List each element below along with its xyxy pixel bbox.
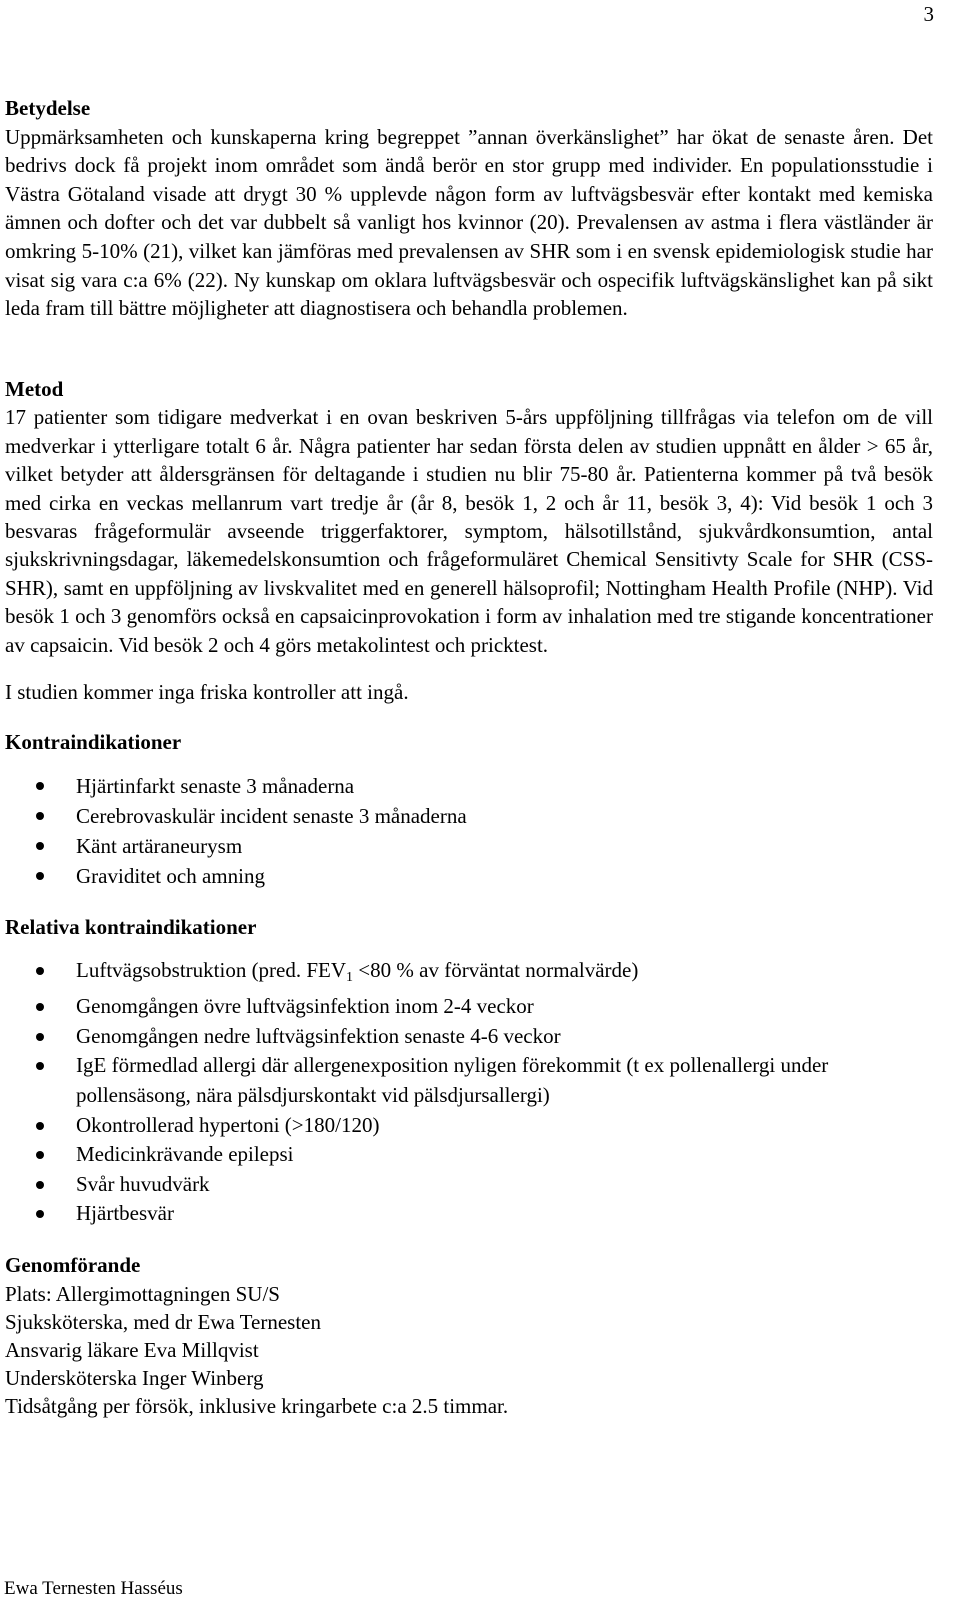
bullet-icon [36,1062,44,1070]
section-metod [5,375,933,707]
section-title-kontraindikationer: Kontraindikationer [5,730,182,755]
section-title-metod: Metod [5,376,64,401]
list-item: Okontrollerad hypertoni (>180/120) [5,1111,933,1141]
genomforande-line: Undersköterska Inger Winberg [5,1366,264,1391]
list-item: Känt artäraneurysm [5,831,933,861]
list-item: Luftvägsobstruktion (pred. $FEV_1 <80$ % av förväntat normalvärde) [5,956,933,993]
list-item: IgE förmedlad allergi där allergenexposition nyligen förekommit (t ex pollenallergi under pollensäsong, nära pälsdjurskontakt vid pälsdjursallergi) [5,1051,933,1110]
section-kontraindikationer [5,728,933,891]
list-item: Hjärtinfarkt senaste 3 månaderna [5,771,933,801]
list-item: Graviditet och amning [5,861,933,891]
bullet-icon [36,1033,44,1041]
list-item: Hjärtbesvär [5,1199,933,1229]
bullet-icon [36,1210,44,1218]
paragraph-metod: 17 patienter som tidigare medverkat i en ovan beskriven 5-års uppföljning tillfrågas via telefon om de vill medverkar i ytterligare totalt 6 år. Några patienter har sedan första delen av studien uppnått en ålder > 65 år, vilket betyder att åldersgränsen för deltagande i studien nu blir 75-80 år. Patienterna kommer på två besök med cirka en veckas mellanrum vart tredje år (år 8, besök 1, 2 och år 11, besök 3, 4): Vid besök 1 och 3 besvaras frågeformulär avseende triggerfaktorer, symptom, hälsotillstånd, sjukvårdkonsumtion, antal sjukskrivningsdagar, läkemedelskonsumtion och frågeformuläret Chemical Sensitivty Scale for SHR (CSS-SHR), samt en uppföljning av livskvalitet med en generell hälsoprofil; Nottingham Health Profile (NHP). Vid besök 1 och 3 genomförs också en capsaicinprovokation i form av inhalation med tre stigande koncentrationer av capsaicin. Vid besök 2 och 4 görs metakolintest och pricktest. [5,405,933,657]
list-kontraindikationer [5,771,933,891]
page-footer-author: Ewa Ternesten Hasséus [4,1578,183,1599]
genomforande-line: Ansvarig läkare Eva Millqvist [5,1337,259,1362]
section-relativa-kontraindikationer [5,913,933,1229]
section-genomforande [5,1251,933,1421]
list-item: Svår huvudvärk [5,1170,933,1200]
bullet-icon [36,1151,44,1159]
genomforande-line: Sjuksköterska, med dr Ewa Ternesten [5,1309,321,1334]
bullet-icon [36,872,44,880]
list-item: Cerebrovaskulär incident senaste 3 månaderna [5,801,933,831]
bullet-icon [36,1003,44,1011]
paragraph-metod-note: I studien kommer inga friska kontroller att ingå. [5,680,409,704]
section-title-relativa: Relativa kontraindikationer [5,915,257,939]
paragraph-betydelse: Uppmärksamheten och kunskaperna kring begreppet ”annan överkänslighet” har ökat de senaste åren. Det bedrivs dock få projekt inom området som ändå berör en stor grupp med individer. En populationsstudie i Västra Götaland visade att drygt 30 % upplevde någon form av luftvägsbesvär efter kontakt med kemiska ämnen och dofter och det var dubbelt så vanligt hos kvinnor (20). Prevalensen av astma i flera västländer är omkring 5-10% (21), vilket kan jämföras med prevalensen av SHR som i en svensk epidemiologisk studie har visat sig vara c:a 6% (22). Ny kunskap om oklara luftvägsbesvär och ospecifik luftvägskänslighet kan på sikt leda fram till bättre möjligheter att diagnostisera och behandla problemen. [5,124,933,321]
bullet-icon [36,1122,44,1130]
section-title-betydelse: Betydelse [5,96,91,120]
bullet-icon [36,842,44,850]
bullet-icon [36,782,44,790]
document-body [5,94,933,1421]
list-item: Genomgången nedre luftvägsinfektion senaste 4-6 veckor [5,1022,933,1052]
page-number: 3 [923,2,934,26]
genomforande-line: Tidsåtgång per försök, inklusive kringarbete c:a 2.5 timmar. [5,1394,509,1419]
bullet-icon [36,967,44,975]
section-betydelse [5,94,933,323]
list-relativa-kontraindikationer [5,956,933,1229]
bullet-icon [36,812,44,820]
list-item: Medicinkrävande epilepsi [5,1140,933,1170]
bullet-icon [36,1181,44,1189]
section-title-genomforande: Genomförande [5,1252,141,1277]
list-item: Genomgången övre luftvägsinfektion inom 2-4 veckor [5,992,933,1022]
genomforande-line: Plats: Allergimottagningen SU/S [5,1281,280,1306]
